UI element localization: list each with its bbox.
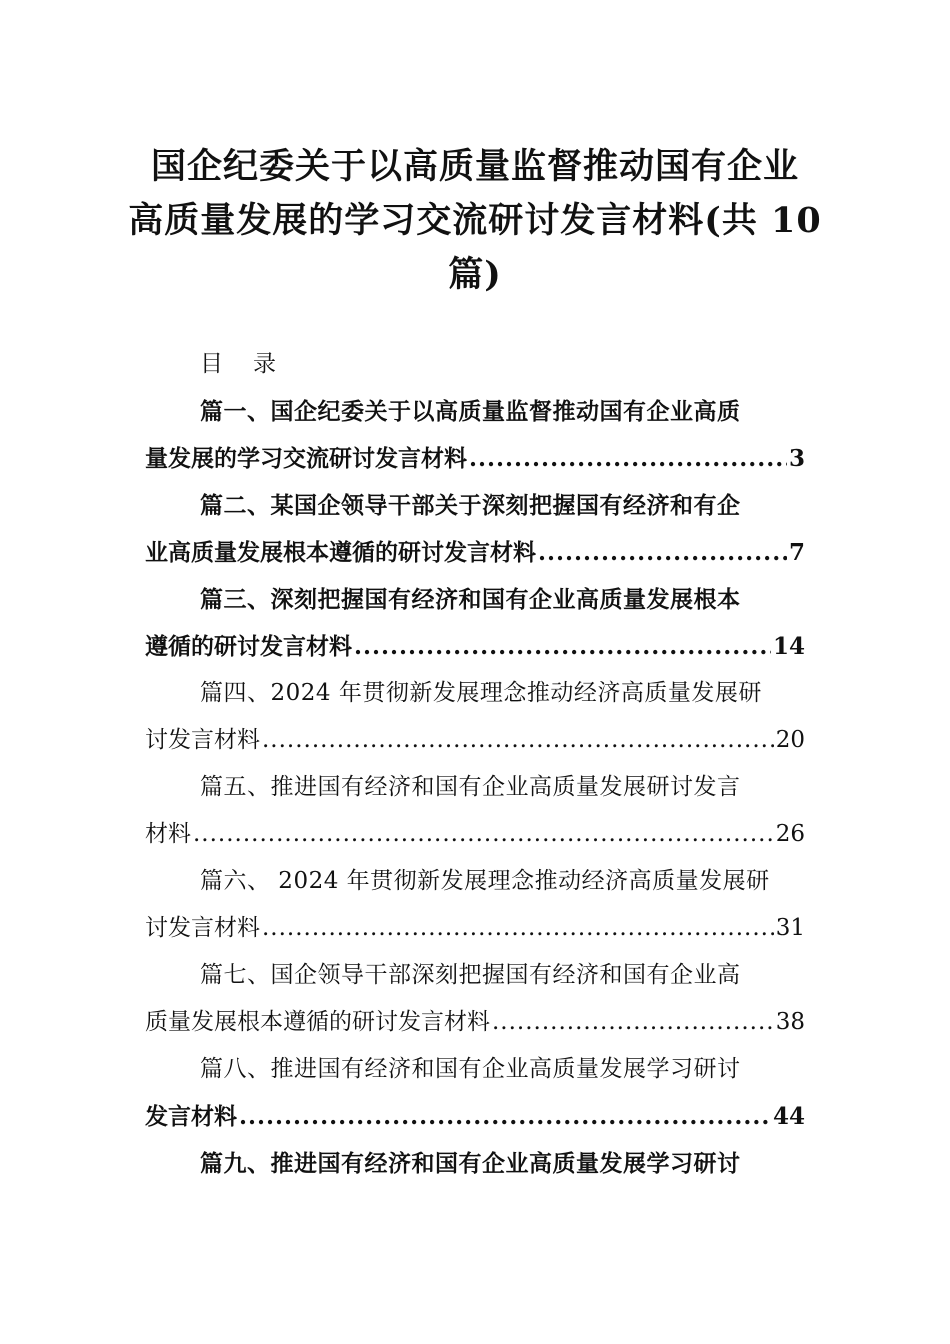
- toc-entry-title-rest: 遵循的研讨发言材料: [145, 633, 352, 660]
- toc-entry-continuation: [145, 999, 805, 1046]
- toc-entry-title: 篇七、国企领导干部深刻把握国有经济和国有企业高: [200, 962, 741, 988]
- toc-entry-continuation: [145, 717, 805, 764]
- document-title: [120, 140, 830, 302]
- toc-page-number: 3: [788, 445, 805, 472]
- toc-entry-6[interactable]: [145, 858, 805, 952]
- toc-entry-title: 篇二、某国企领导干部关于深刻把握国有经济和有企: [200, 492, 741, 519]
- toc-entry-continuation: [145, 529, 805, 576]
- toc-entry-title: 篇三、深刻把握国有经济和国有企业高质量发展根本: [200, 586, 741, 613]
- toc-entry-4[interactable]: [145, 670, 805, 764]
- toc-entry-title-rest: 发言材料: [145, 1103, 237, 1130]
- toc-entry-title-rest: 材料: [145, 821, 191, 847]
- toc-page-number: 7: [788, 539, 805, 566]
- toc-leader-dots: [262, 717, 774, 764]
- toc-heading: 目录: [200, 351, 306, 377]
- toc-entry-continuation: [145, 811, 805, 858]
- toc-entry-7[interactable]: [145, 952, 805, 1046]
- toc-entry-title-rest: 业高质量发展根本遵循的研讨发言材料: [145, 539, 536, 566]
- toc-entry-title: 篇八、推进国有经济和国有企业高质量发展学习研讨: [200, 1056, 741, 1082]
- toc-page-number: 44: [772, 1103, 805, 1130]
- toc-entry-title-rest: 讨发言材料: [145, 727, 260, 753]
- toc-leader-dots: [469, 435, 787, 482]
- toc-entry-title-rest: 质量发展根本遵循的研讨发言材料: [145, 1009, 490, 1035]
- toc-entry-title-rest: 量发展的学习交流研讨发言材料: [145, 445, 467, 472]
- toc-leader-dots: [239, 1093, 771, 1140]
- toc-leader-dots: [193, 811, 774, 858]
- toc-entry-9[interactable]: [145, 1140, 805, 1234]
- table-of-contents: [145, 388, 805, 1234]
- toc-leader-dots: [538, 529, 787, 576]
- toc-entry-title: 篇九、推进国有经济和国有企业高质量发展学习研讨: [200, 1150, 741, 1177]
- toc-entry-5[interactable]: [145, 764, 805, 858]
- toc-entry-continuation: [145, 435, 805, 482]
- toc-leader-dots: [492, 999, 774, 1046]
- toc-entry-title: 篇六、 2024 年贯彻新发展理念推动经济高质量发展研: [200, 868, 770, 894]
- toc-entry-continuation: [145, 623, 805, 670]
- toc-leader-dots: [354, 623, 771, 670]
- title-line-3: 篇): [448, 254, 502, 295]
- toc-entry-1[interactable]: [145, 388, 805, 482]
- toc-leader-dots: [262, 905, 774, 952]
- toc-page-number: 38: [775, 1009, 805, 1035]
- toc-page-number: 14: [772, 633, 805, 660]
- toc-entry-title-rest: 讨发言材料: [145, 915, 260, 941]
- toc-entry-title: 篇四、2024 年贯彻新发展理念推动经济高质量发展研: [200, 680, 762, 706]
- toc-entry-continuation: [145, 1093, 805, 1140]
- title-line-2: 高质量发展的学习交流研讨发言材料(共 10: [128, 200, 822, 241]
- title-line-1: 国企纪委关于以高质量监督推动国有企业: [150, 146, 799, 187]
- toc-page-number: 26: [775, 821, 805, 847]
- toc-entry-title: 篇五、推进国有经济和国有企业高质量发展研讨发言: [200, 774, 741, 800]
- toc-entry-8[interactable]: [145, 1046, 805, 1140]
- toc-entry-title: 篇一、国企纪委关于以高质量监督推动国有企业高质: [200, 398, 741, 425]
- toc-entry-2[interactable]: [145, 482, 805, 576]
- toc-entry-continuation: [145, 905, 805, 952]
- toc-page-number: 31: [775, 915, 805, 941]
- toc-page-number: 20: [775, 727, 805, 753]
- toc-entry-3[interactable]: [145, 576, 805, 670]
